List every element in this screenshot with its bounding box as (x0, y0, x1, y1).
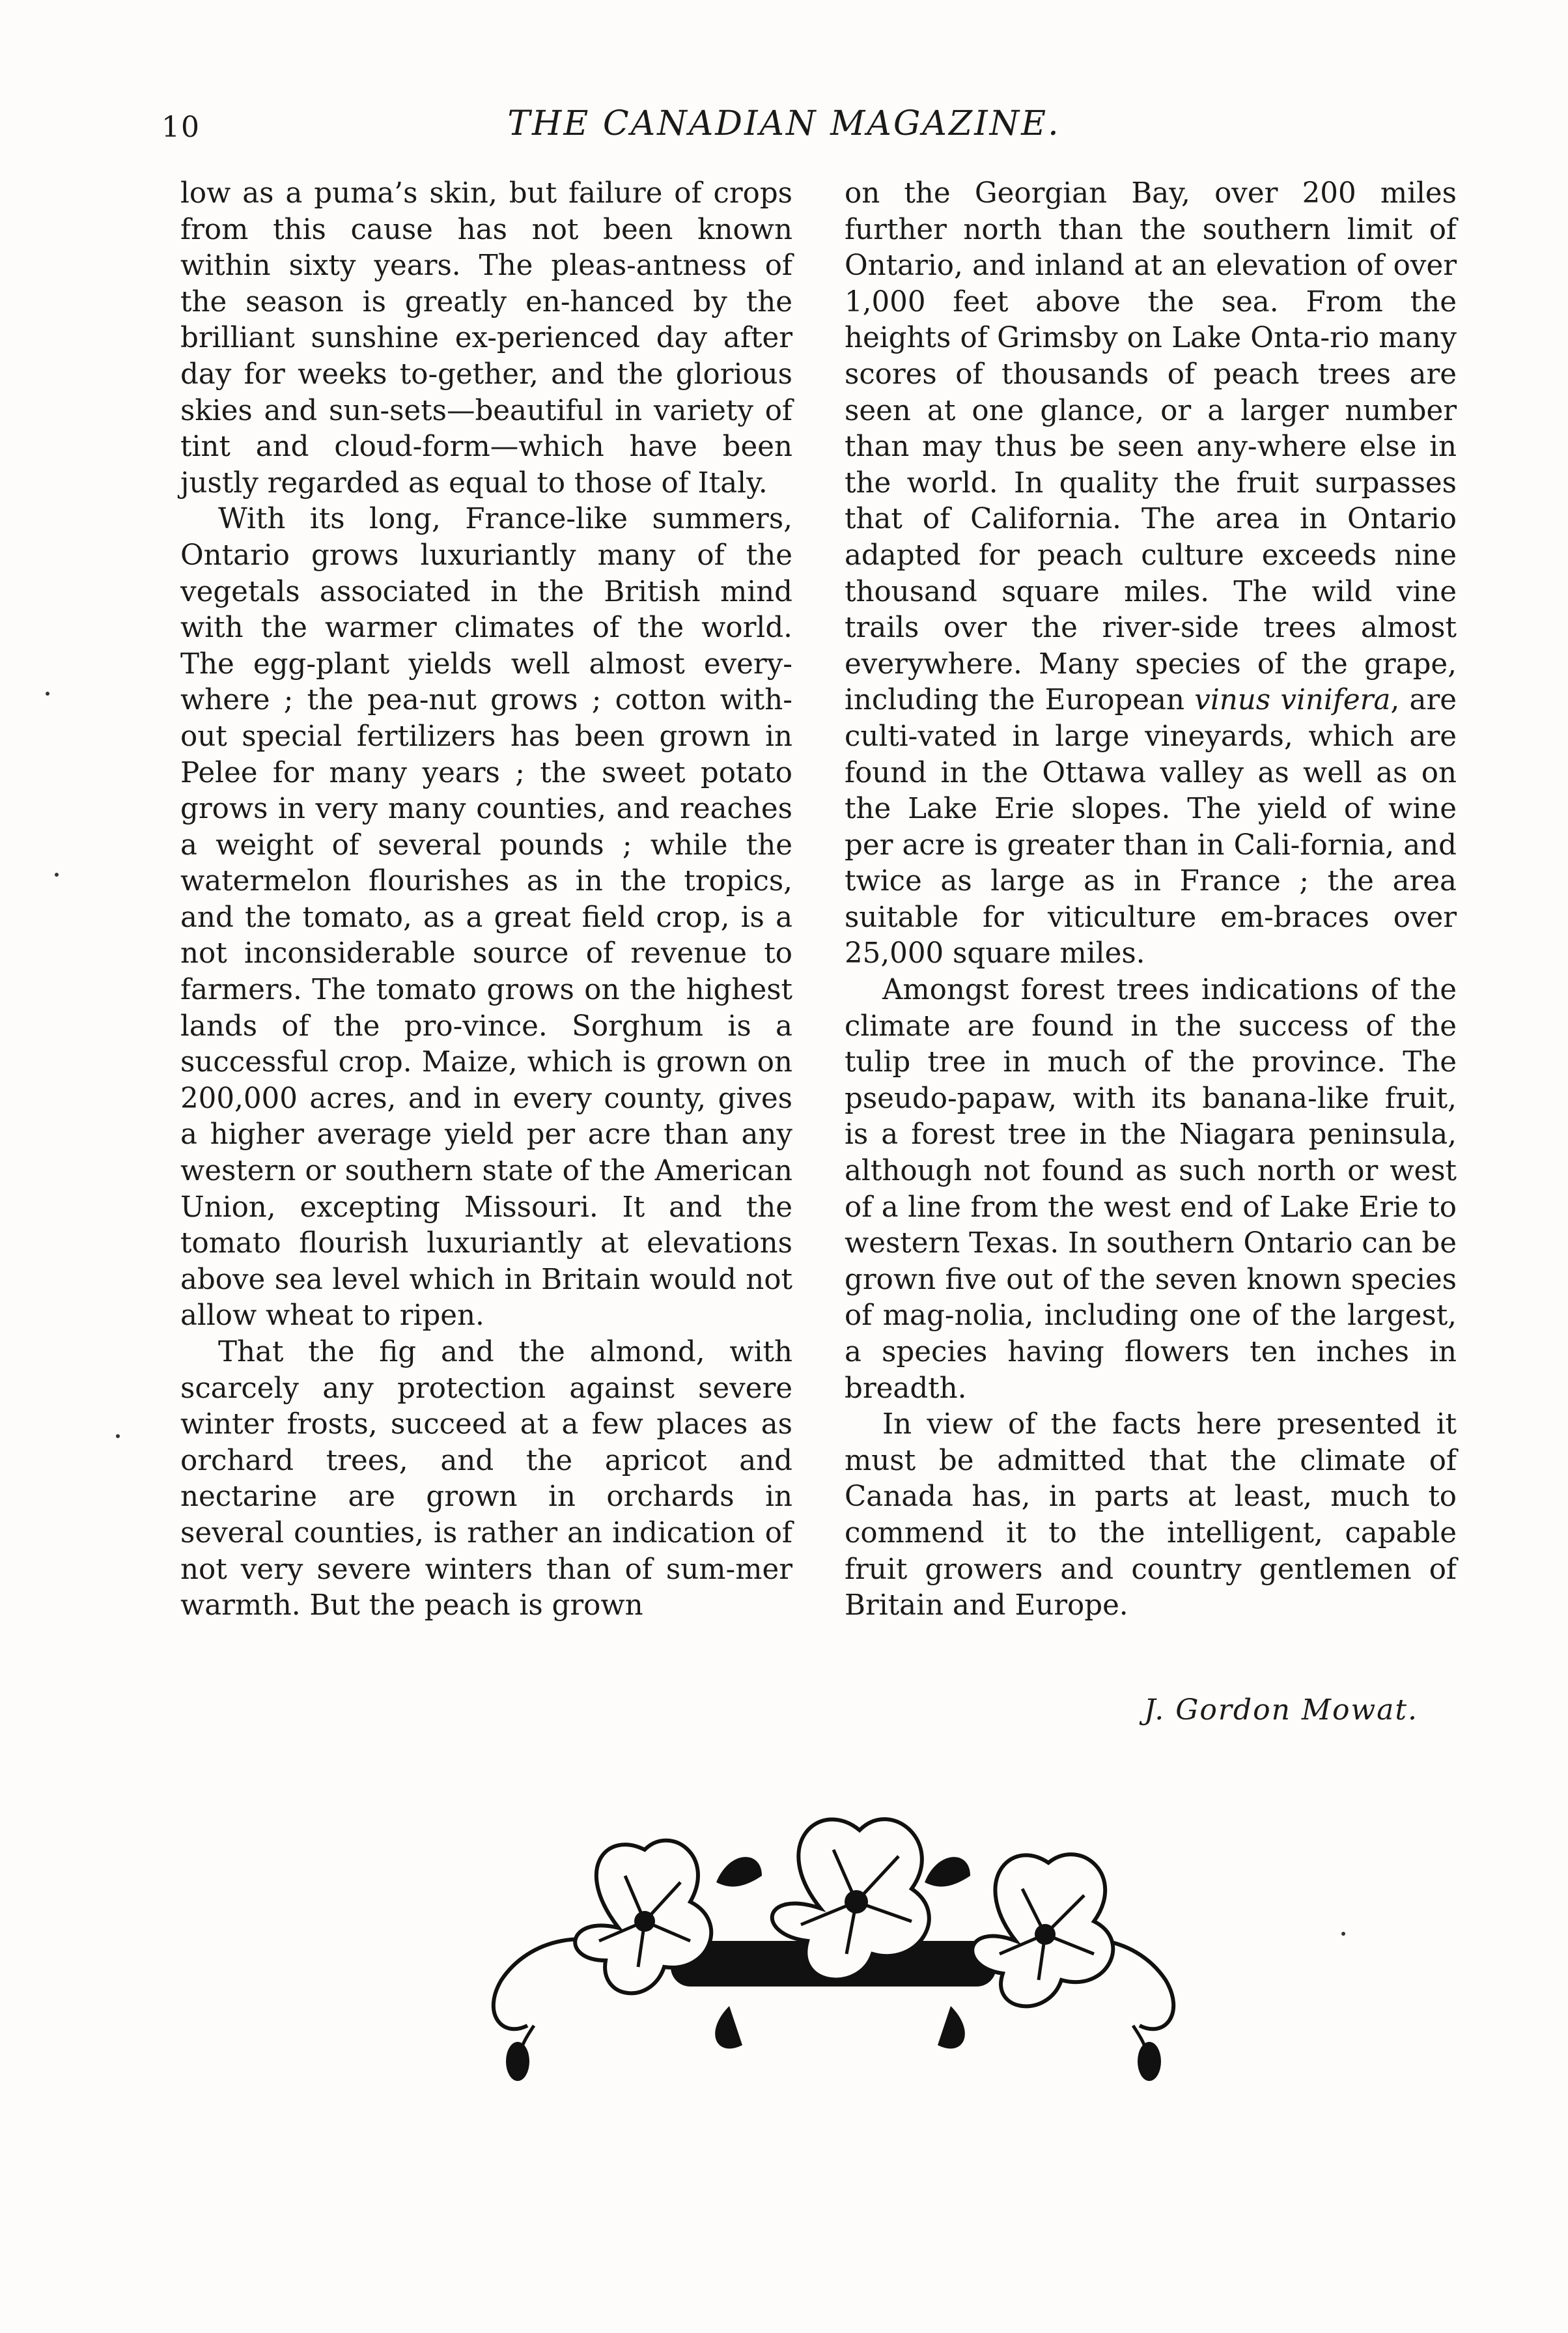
left-column (180, 176, 792, 1624)
floral-vignette-icon (456, 1811, 1211, 2104)
paragraph: In view of the facts here presented it must be admitted that the climate of Canada has, in parts at least, much to commend it to the intelligent, capable fruit growers and country gentlemen of Britain and Europe. (845, 1408, 1457, 1622)
paragraph: low as a puma’s skin, but failure of crops from this cause has not been known within sixty years. The pleas-antness of the season is greatly en-hanced by the brilliant sunshine ex-perienced day after day for weeks to-gether, and the glorious skies and sun-sets—beautiful in variety of tint and cloud-form—which have been justly regarded as equal to those of Italy. (180, 177, 792, 500)
latin-name: vinus vinifera (1194, 684, 1391, 717)
paragraph: With its long, France-like summers, Ontario grows luxuriantly many of the vegetals associated in the British mind with the warmer climates of the world. The egg-plant yields well almost every-where ; the pea-nut grows ; cotton with-out special fertilizers has been grown in Pelee for many years ; the sweet potato grows in very many counties, and reaches a weight of several pounds ; while the watermelon flourishes as in the tropics, and the tomato, as a great field crop, is a not inconsiderable source of revenue to farmers. The tomato grows on the highest lands of the pro-vince. Sorghum is a successful crop. Maize, which is grown on 200,000 acres, and in every county, gives a higher average yield per acre than any western or southern state of the American Union, excepting Missouri. It and the tomato flourish luxuriantly at elevations above sea level which in Britain would not allow wheat to ripen. (180, 503, 792, 1333)
author-signature: J. Gordon Mowat. (1144, 1693, 1418, 1727)
paragraph (845, 176, 1457, 972)
paragraph: Amongst forest trees indications of the climate are found in the success of the tulip tree in much of the province. The pseudo-papaw, with its banana-like fruit, is a forest tree in the Niagara peninsula, although not found as such north or west of a line from the west end of Lake Erie to western Texas. In southern Ontario can be grown five out of the seven known species of mag-nolia, including one of the largest, a species having flowers ten inches in breadth. (845, 974, 1457, 1405)
article-body (180, 176, 1457, 1624)
paragraph: That the fig and the almond, with scarcely any protection against severe winter frosts, succeed at a few places as orchard trees, and the apricot and nectarine are grown in orchards in several counties, is rather an indication of not very severe winters than of sum-mer warmth. But the peach is grown (180, 1336, 792, 1622)
page-number: 10 (161, 111, 201, 144)
paragraph-text: on the Georgian Bay, over 200 miles further north than the southern limit of Ontario, and inland at an elevation of over 1,000 feet above the sea. From the heights of Grimsby on Lake Onta-rio many scores of thousands of peach trees are seen at one glance, or a larger number than may thus be seen any-where else in the world. In quality the fruit surpasses that of California. The area in Ontario adapted for peach culture exceeds nine thousand square miles. The wild vine trails over the river-side trees almost everywhere. Many species of the grape, including the European (845, 177, 1457, 717)
print-speck (46, 692, 49, 696)
print-speck (55, 873, 59, 877)
running-title: THE CANADIAN MAGAZINE. (507, 104, 1061, 143)
print-speck (1341, 1932, 1345, 1936)
paragraph-text: , are culti-vated in large vineyards, which are found in the Ottawa valley as well as on the Lake Erie slopes. The yield of wine per acre is greater than in Cali-fornia, and twice as large as in France ; the area suitable for viticulture em-braces over 25,000 square miles. (845, 684, 1457, 970)
right-column (845, 176, 1457, 1624)
print-speck (116, 1434, 120, 1438)
